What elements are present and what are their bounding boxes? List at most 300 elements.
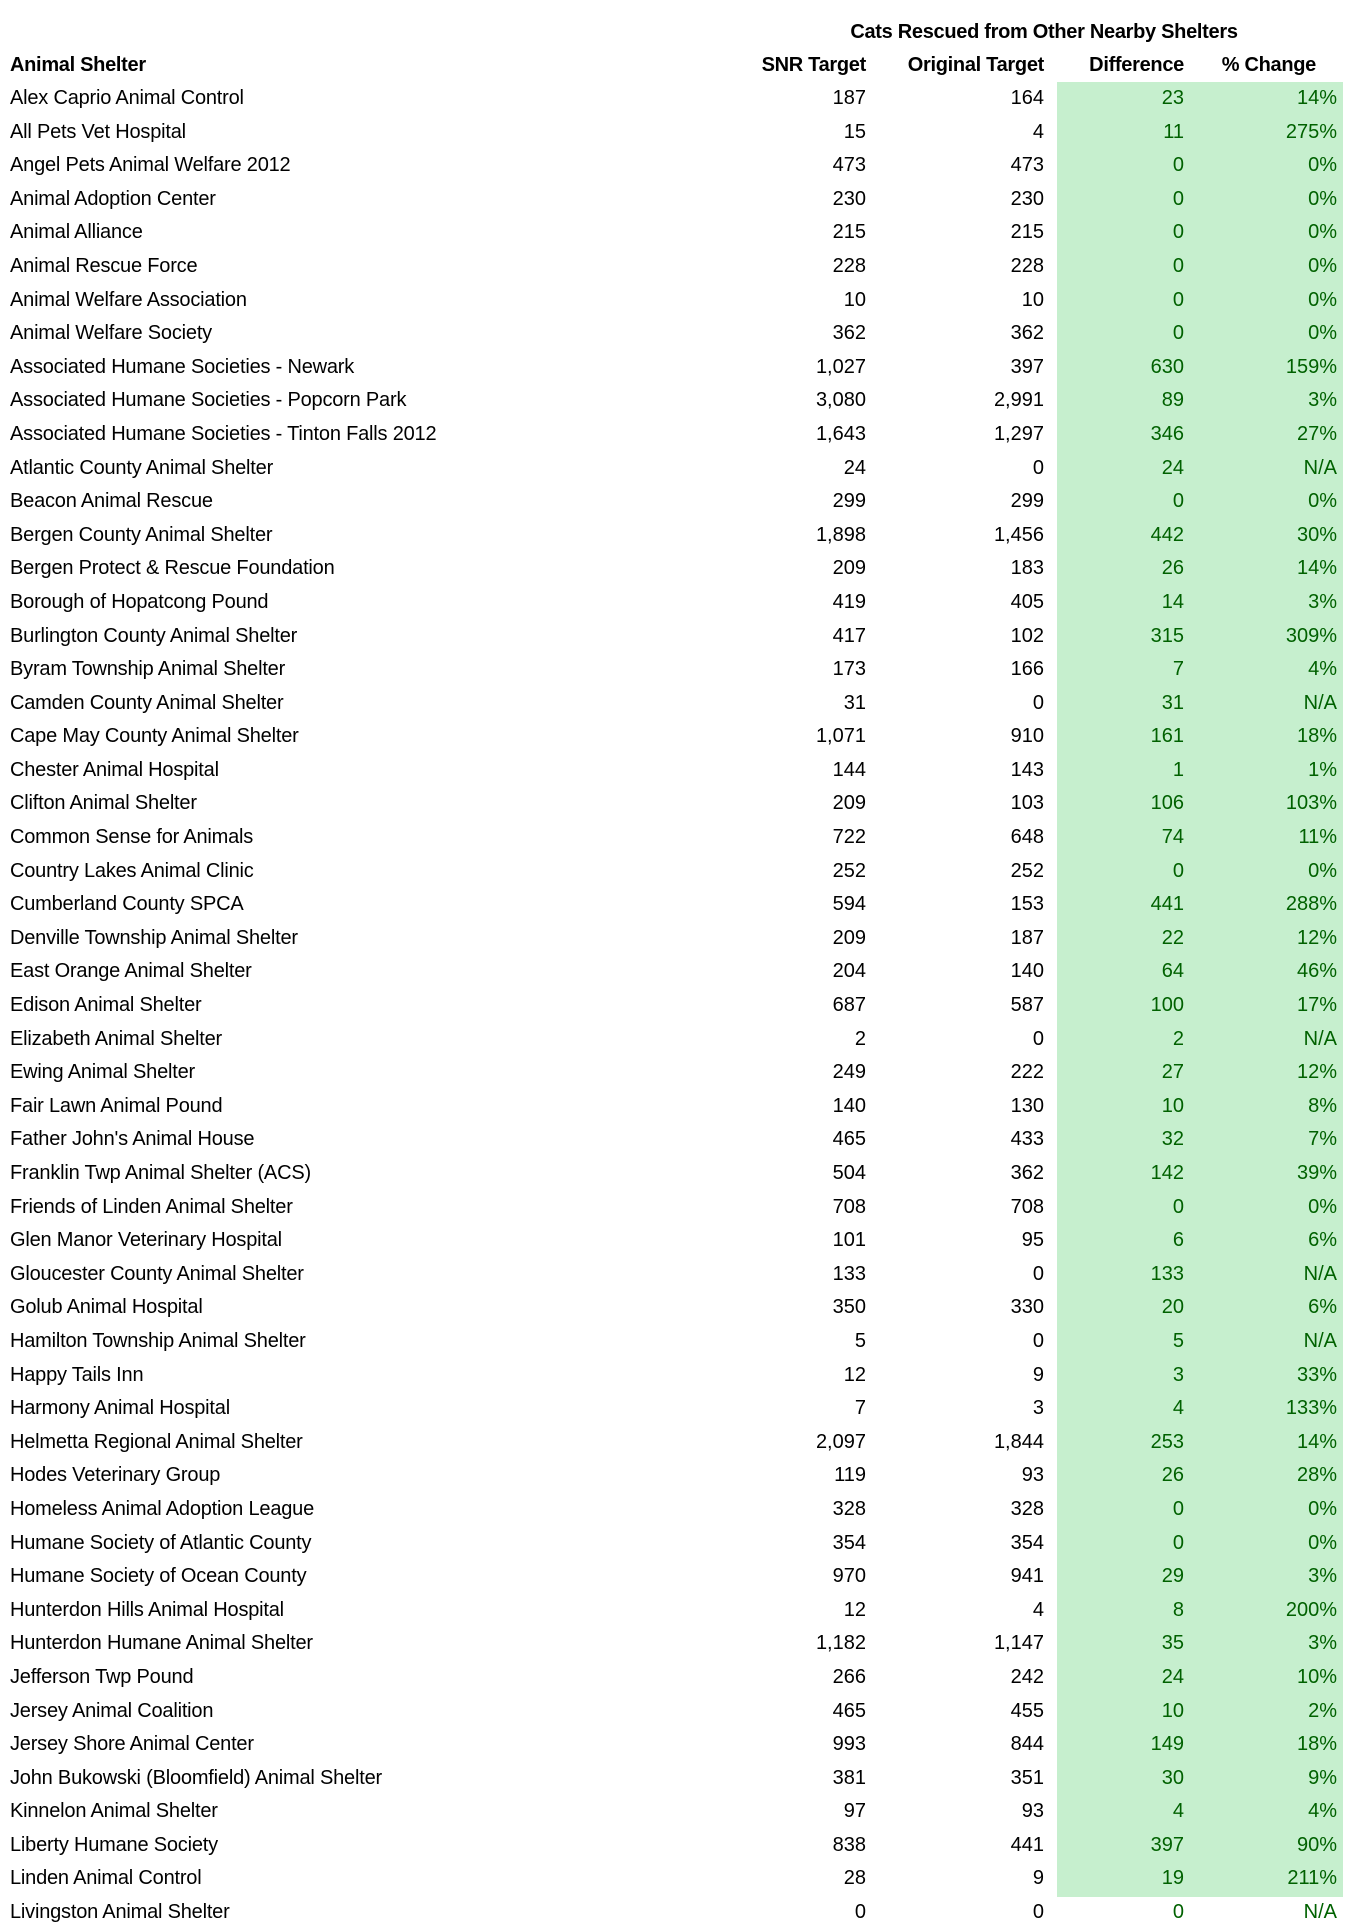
difference-cell: 4 bbox=[1172, 1397, 1184, 1420]
snr-target-cell: 15 bbox=[843, 120, 866, 143]
difference-cell: 0 bbox=[1172, 288, 1184, 311]
difference-cell: 0 bbox=[1172, 490, 1184, 513]
difference-cell: 106 bbox=[1150, 792, 1184, 815]
table-row bbox=[0, 552, 1359, 586]
snr-target-cell: 7 bbox=[854, 1397, 866, 1420]
percent-change-cell: 3% bbox=[1308, 1565, 1337, 1588]
percent-change-cell: N/A bbox=[1303, 1901, 1337, 1924]
percent-change-cell: 10% bbox=[1296, 1665, 1337, 1688]
original-target-cell: 354 bbox=[1010, 1531, 1044, 1554]
shelter-name-cell: Animal Alliance bbox=[10, 221, 143, 244]
difference-cell: 2 bbox=[1172, 1027, 1184, 1050]
snr-target-cell: 2,097 bbox=[815, 1430, 866, 1453]
percent-change-cell: 0% bbox=[1308, 490, 1337, 513]
table-row bbox=[0, 1359, 1359, 1393]
table-row bbox=[0, 519, 1359, 553]
original-target-cell: 299 bbox=[1010, 490, 1044, 513]
table-row bbox=[0, 1224, 1359, 1258]
shelter-name-cell: Homeless Animal Adoption League bbox=[10, 1497, 315, 1520]
shelter-name-cell: Livingston Animal Shelter bbox=[10, 1901, 230, 1924]
snr-target-cell: 354 bbox=[832, 1531, 866, 1554]
table-row bbox=[0, 1392, 1359, 1426]
percent-change-cell: 9% bbox=[1308, 1766, 1337, 1789]
table-row bbox=[0, 452, 1359, 486]
table-row bbox=[0, 116, 1359, 150]
table-row bbox=[0, 485, 1359, 519]
percent-change-cell: 133% bbox=[1285, 1397, 1337, 1420]
difference-cell: 0 bbox=[1172, 221, 1184, 244]
snr-target-cell: 970 bbox=[832, 1565, 866, 1588]
percent-change-cell: 0% bbox=[1308, 1497, 1337, 1520]
original-target-cell: 143 bbox=[1010, 758, 1044, 781]
percent-change-cell: N/A bbox=[1303, 1329, 1337, 1352]
table-row bbox=[0, 317, 1359, 351]
original-target-cell: 252 bbox=[1010, 859, 1044, 882]
difference-cell: 441 bbox=[1150, 893, 1184, 916]
difference-cell: 630 bbox=[1150, 355, 1184, 378]
snr-target-cell: 1,643 bbox=[815, 422, 866, 445]
shelter-name-cell: Country Lakes Animal Clinic bbox=[10, 859, 254, 882]
percent-change-cell: 18% bbox=[1296, 1733, 1337, 1756]
snr-target-cell: 299 bbox=[832, 490, 866, 513]
table-row bbox=[0, 1728, 1359, 1762]
original-target-cell: 397 bbox=[1010, 355, 1044, 378]
shelter-name-cell: Hodes Veterinary Group bbox=[10, 1464, 221, 1487]
shelter-name-cell: Associated Humane Societies - Newark bbox=[10, 355, 355, 378]
percent-change-cell: 2% bbox=[1308, 1699, 1337, 1722]
table-row bbox=[0, 687, 1359, 721]
difference-cell: 142 bbox=[1150, 1162, 1184, 1184]
percent-change-cell: 200% bbox=[1285, 1598, 1337, 1621]
snr-target-cell: 993 bbox=[832, 1733, 866, 1756]
difference-cell: 442 bbox=[1150, 523, 1184, 546]
shelter-name-cell: Gloucester County Animal Shelter bbox=[10, 1262, 304, 1285]
shelter-name-cell: All Pets Vet Hospital bbox=[10, 120, 186, 143]
shelter-name-cell: Bergen County Animal Shelter bbox=[10, 523, 273, 546]
shelter-name-cell: Associated Humane Societies - Tinton Falls 2012 bbox=[10, 422, 437, 445]
percent-change-cell: 103% bbox=[1285, 792, 1337, 815]
shelter-name-cell: Helmetta Regional Animal Shelter bbox=[10, 1430, 303, 1453]
shelter-name-cell: Common Sense for Animals bbox=[10, 826, 254, 849]
snr-target-cell: 230 bbox=[832, 187, 866, 210]
original-target-cell: 0 bbox=[1032, 1027, 1044, 1050]
table-row bbox=[0, 989, 1359, 1023]
original-target-cell: 1,297 bbox=[993, 422, 1044, 445]
table-row bbox=[0, 787, 1359, 821]
snr-target-cell: 1,071 bbox=[815, 725, 866, 748]
percent-change-cell: 14% bbox=[1296, 87, 1337, 109]
difference-cell: 20 bbox=[1161, 1296, 1184, 1319]
shelter-name-cell: Jefferson Twp Pound bbox=[10, 1665, 194, 1688]
shelter-name-cell: Hunterdon Humane Animal Shelter bbox=[10, 1632, 313, 1655]
original-target-cell: 330 bbox=[1010, 1296, 1044, 1319]
snr-target-cell: 5 bbox=[854, 1329, 866, 1352]
original-target-cell: 228 bbox=[1010, 254, 1044, 277]
percent-change-cell: 14% bbox=[1296, 1430, 1337, 1453]
snr-target-cell: 419 bbox=[832, 590, 866, 613]
percent-change-cell: 0% bbox=[1308, 187, 1337, 210]
difference-cell: 0 bbox=[1172, 1531, 1184, 1554]
snr-target-cell: 504 bbox=[832, 1162, 866, 1184]
snr-target-cell: 209 bbox=[832, 557, 866, 580]
shelter-name-cell: Harmony Animal Hospital bbox=[10, 1397, 230, 1420]
percent-change-cell: N/A bbox=[1303, 1262, 1337, 1285]
table-row bbox=[0, 1258, 1359, 1292]
snr-target-cell: 465 bbox=[832, 1128, 866, 1151]
table-row bbox=[0, 922, 1359, 956]
percent-change-cell: 30% bbox=[1296, 523, 1337, 546]
snr-target-cell: 252 bbox=[832, 859, 866, 882]
table-row bbox=[0, 384, 1359, 418]
snr-target-cell: 228 bbox=[832, 254, 866, 277]
original-target-cell: 230 bbox=[1010, 187, 1044, 210]
percent-change-cell: 39% bbox=[1296, 1162, 1337, 1184]
difference-cell: 24 bbox=[1161, 1665, 1184, 1688]
difference-cell: 0 bbox=[1172, 254, 1184, 277]
table-row bbox=[0, 1695, 1359, 1729]
difference-cell: 22 bbox=[1161, 926, 1184, 949]
difference-cell: 6 bbox=[1172, 1229, 1184, 1252]
table-row bbox=[0, 620, 1359, 654]
original-target-cell: 441 bbox=[1010, 1833, 1044, 1856]
shelter-name-cell: Burlington County Animal Shelter bbox=[10, 624, 298, 647]
percent-change-cell: 0% bbox=[1308, 221, 1337, 244]
original-target-cell: 587 bbox=[1010, 994, 1044, 1017]
shelter-name-cell: Angel Pets Animal Welfare 2012 bbox=[10, 154, 291, 177]
table-row bbox=[0, 351, 1359, 385]
original-target-cell: 9 bbox=[1032, 1363, 1044, 1386]
table-row bbox=[0, 216, 1359, 250]
snr-target-cell: 1,182 bbox=[815, 1632, 866, 1655]
table-row bbox=[0, 1560, 1359, 1594]
difference-cell: 30 bbox=[1161, 1766, 1184, 1789]
original-target-cell: 1,844 bbox=[993, 1430, 1044, 1453]
percent-change-cell: N/A bbox=[1303, 691, 1337, 714]
shelter-name-cell: East Orange Animal Shelter bbox=[10, 960, 252, 983]
table-row bbox=[0, 821, 1359, 855]
difference-cell: 89 bbox=[1161, 389, 1184, 412]
difference-cell: 149 bbox=[1150, 1733, 1184, 1756]
snr-target-cell: 328 bbox=[832, 1497, 866, 1520]
percent-change-cell: 3% bbox=[1308, 590, 1337, 613]
original-target-cell: 215 bbox=[1010, 221, 1044, 244]
original-target-cell: 4 bbox=[1032, 120, 1044, 143]
snr-target-cell: 465 bbox=[832, 1699, 866, 1722]
table-row bbox=[0, 1896, 1359, 1930]
snr-target-cell: 173 bbox=[832, 658, 866, 681]
original-target-cell: 93 bbox=[1021, 1800, 1044, 1823]
original-target-cell: 362 bbox=[1010, 322, 1044, 345]
original-target-cell: 0 bbox=[1032, 691, 1044, 714]
percent-change-cell: 288% bbox=[1285, 893, 1337, 916]
original-target-cell: 242 bbox=[1010, 1665, 1044, 1688]
snr-target-cell: 473 bbox=[832, 154, 866, 177]
original-target-cell: 362 bbox=[1010, 1162, 1044, 1184]
table-row bbox=[0, 888, 1359, 922]
table-row bbox=[0, 1426, 1359, 1460]
snr-target-cell: 133 bbox=[832, 1262, 866, 1285]
difference-cell: 7 bbox=[1172, 658, 1184, 681]
snr-target-cell: 204 bbox=[832, 960, 866, 983]
shelter-name-cell: Denville Township Animal Shelter bbox=[10, 926, 298, 949]
difference-cell: 64 bbox=[1161, 960, 1184, 983]
table-row bbox=[0, 586, 1359, 620]
percent-change-cell: 3% bbox=[1308, 1632, 1337, 1655]
difference-cell: 23 bbox=[1161, 87, 1184, 109]
table-row bbox=[0, 1493, 1359, 1527]
difference-cell: 32 bbox=[1161, 1128, 1184, 1151]
difference-cell: 0 bbox=[1172, 1195, 1184, 1218]
snr-target-cell: 1,898 bbox=[815, 523, 866, 546]
original-target-cell: 130 bbox=[1010, 1094, 1044, 1117]
snr-target-cell: 215 bbox=[832, 221, 866, 244]
difference-cell: 397 bbox=[1150, 1833, 1184, 1856]
original-target-cell: 103 bbox=[1010, 792, 1044, 815]
table-body bbox=[0, 82, 1359, 1930]
percent-change-cell: 0% bbox=[1308, 322, 1337, 345]
shelter-name-cell: Ewing Animal Shelter bbox=[10, 1061, 195, 1084]
shelter-name-cell: Animal Adoption Center bbox=[10, 187, 216, 210]
table-row bbox=[0, 855, 1359, 889]
original-target-cell: 10 bbox=[1021, 288, 1044, 311]
difference-cell: 24 bbox=[1161, 456, 1184, 479]
original-target-cell: 455 bbox=[1010, 1699, 1044, 1722]
difference-cell: 100 bbox=[1150, 994, 1184, 1017]
shelter-name-cell: Animal Welfare Association bbox=[10, 288, 247, 311]
original-target-cell: 648 bbox=[1010, 826, 1044, 849]
original-target-cell: 405 bbox=[1010, 590, 1044, 613]
shelter-name-cell: Friends of Linden Animal Shelter bbox=[10, 1195, 293, 1218]
percent-change-cell: 28% bbox=[1296, 1464, 1337, 1487]
difference-cell: 253 bbox=[1150, 1430, 1184, 1453]
snr-target-cell: 101 bbox=[832, 1229, 866, 1252]
shelter-name-cell: Camden County Animal Shelter bbox=[10, 691, 284, 714]
percent-change-cell: 18% bbox=[1296, 725, 1337, 748]
shelter-name-cell: Animal Rescue Force bbox=[10, 254, 198, 277]
shelter-name-cell: Animal Welfare Society bbox=[10, 322, 212, 345]
original-target-cell: 187 bbox=[1010, 926, 1044, 949]
original-target-cell: 222 bbox=[1010, 1061, 1044, 1084]
original-target-cell: 708 bbox=[1010, 1195, 1044, 1218]
snr-target-cell: 381 bbox=[832, 1766, 866, 1789]
table-row bbox=[0, 653, 1359, 687]
difference-cell: 346 bbox=[1150, 422, 1184, 445]
header-animal-shelter: Animal Shelter bbox=[10, 54, 146, 76]
snr-target-cell: 1,027 bbox=[815, 355, 866, 378]
percent-change-cell: 1% bbox=[1308, 758, 1337, 781]
percent-change-cell: 33% bbox=[1296, 1363, 1337, 1386]
original-target-cell: 0 bbox=[1032, 1262, 1044, 1285]
snr-target-cell: 266 bbox=[832, 1665, 866, 1688]
percent-change-cell: 0% bbox=[1308, 1531, 1337, 1554]
percent-change-cell: 11% bbox=[1298, 826, 1337, 849]
original-target-cell: 1,456 bbox=[993, 523, 1044, 546]
table-row bbox=[0, 1291, 1359, 1325]
difference-cell: 0 bbox=[1172, 154, 1184, 177]
shelter-name-cell: Happy Tails Inn bbox=[10, 1363, 144, 1386]
snr-target-cell: 209 bbox=[832, 926, 866, 949]
difference-cell: 10 bbox=[1161, 1094, 1184, 1117]
original-target-cell: 1,147 bbox=[993, 1632, 1044, 1655]
snr-target-cell: 10 bbox=[843, 288, 866, 311]
percent-change-cell: 0% bbox=[1308, 254, 1337, 277]
difference-cell: 5 bbox=[1172, 1329, 1184, 1352]
percent-change-cell: 0% bbox=[1308, 154, 1337, 177]
original-target-cell: 844 bbox=[1010, 1733, 1044, 1756]
table-row bbox=[0, 418, 1359, 452]
shelter-name-cell: Alex Caprio Animal Control bbox=[10, 87, 244, 109]
snr-target-cell: 594 bbox=[832, 893, 866, 916]
snr-target-cell: 838 bbox=[832, 1833, 866, 1856]
table-row bbox=[0, 1594, 1359, 1628]
original-target-cell: 9 bbox=[1032, 1867, 1044, 1890]
shelter-name-cell: Liberty Humane Society bbox=[10, 1833, 218, 1856]
snr-target-cell: 144 bbox=[832, 758, 866, 781]
percent-change-cell: 8% bbox=[1308, 1094, 1337, 1117]
table-row bbox=[0, 1627, 1359, 1661]
original-target-cell: 153 bbox=[1010, 893, 1044, 916]
table-row bbox=[0, 955, 1359, 989]
percent-change-cell: 0% bbox=[1308, 1195, 1337, 1218]
snr-target-cell: 97 bbox=[843, 1800, 866, 1823]
difference-cell: 133 bbox=[1150, 1262, 1184, 1285]
shelter-name-cell: Glen Manor Veterinary Hospital bbox=[10, 1229, 282, 1252]
table-row bbox=[0, 183, 1359, 217]
shelter-name-cell: Cape May County Animal Shelter bbox=[10, 725, 299, 748]
percent-change-cell: 3% bbox=[1308, 389, 1337, 412]
shelter-name-cell: Hunterdon Hills Animal Hospital bbox=[10, 1598, 284, 1621]
original-target-cell: 0 bbox=[1032, 456, 1044, 479]
table-row bbox=[0, 1191, 1359, 1225]
percent-change-cell: 6% bbox=[1308, 1296, 1337, 1319]
shelter-name-cell: Cumberland County SPCA bbox=[10, 893, 244, 916]
shelter-name-cell: Hamilton Township Animal Shelter bbox=[10, 1329, 306, 1352]
shelter-name-cell: Elizabeth Animal Shelter bbox=[10, 1027, 222, 1050]
difference-cell: 27 bbox=[1161, 1061, 1184, 1084]
snr-target-cell: 3,080 bbox=[815, 389, 866, 412]
difference-cell: 11 bbox=[1163, 120, 1184, 143]
table-row bbox=[0, 1762, 1359, 1796]
snr-target-cell: 187 bbox=[832, 87, 866, 109]
percent-change-cell: 309% bbox=[1285, 624, 1337, 647]
shelter-name-cell: Linden Animal Control bbox=[10, 1867, 202, 1890]
percent-change-cell: 0% bbox=[1308, 859, 1337, 882]
shelter-name-cell: Clifton Animal Shelter bbox=[10, 792, 197, 815]
original-target-cell: 433 bbox=[1010, 1128, 1044, 1151]
table-row bbox=[0, 1023, 1359, 1057]
difference-cell: 8 bbox=[1172, 1598, 1184, 1621]
difference-cell: 315 bbox=[1150, 624, 1184, 647]
difference-cell: 0 bbox=[1172, 187, 1184, 210]
snr-target-cell: 249 bbox=[832, 1061, 866, 1084]
snr-target-cell: 140 bbox=[832, 1094, 866, 1117]
percent-change-cell: 46% bbox=[1296, 960, 1337, 983]
shelter-name-cell: Fair Lawn Animal Pound bbox=[10, 1094, 223, 1117]
table-row bbox=[0, 1527, 1359, 1561]
difference-cell: 29 bbox=[1161, 1565, 1184, 1588]
original-target-cell: 102 bbox=[1010, 624, 1044, 647]
percent-change-cell: 12% bbox=[1296, 926, 1337, 949]
original-target-cell: 0 bbox=[1032, 1901, 1044, 1924]
shelter-name-cell: Kinnelon Animal Shelter bbox=[10, 1800, 218, 1823]
original-target-cell: 166 bbox=[1010, 658, 1044, 681]
difference-cell: 26 bbox=[1161, 557, 1184, 580]
table-group-title: Cats Rescued from Other Nearby Shelters bbox=[850, 21, 1238, 43]
difference-cell: 0 bbox=[1172, 859, 1184, 882]
percent-change-cell: 275% bbox=[1285, 120, 1337, 143]
snr-target-cell: 687 bbox=[832, 994, 866, 1017]
table-row bbox=[0, 1056, 1359, 1090]
table-row bbox=[0, 1157, 1359, 1191]
original-target-cell: 0 bbox=[1032, 1329, 1044, 1352]
difference-cell: 26 bbox=[1161, 1464, 1184, 1487]
table-row bbox=[0, 149, 1359, 183]
percent-change-cell: 4% bbox=[1308, 1800, 1337, 1823]
difference-cell: 31 bbox=[1161, 691, 1184, 714]
difference-cell: 0 bbox=[1172, 1497, 1184, 1520]
header-percent-change: % Change bbox=[1221, 54, 1316, 76]
original-target-cell: 3 bbox=[1032, 1397, 1044, 1420]
shelter-name-cell: Franklin Twp Animal Shelter (ACS) bbox=[10, 1162, 311, 1184]
difference-cell: 35 bbox=[1161, 1632, 1184, 1655]
snr-target-cell: 209 bbox=[832, 792, 866, 815]
table-row bbox=[0, 284, 1359, 318]
shelter-name-cell: Chester Animal Hospital bbox=[10, 758, 219, 781]
shelter-name-cell: Humane Society of Atlantic County bbox=[10, 1531, 312, 1554]
table-row bbox=[0, 1661, 1359, 1695]
percent-change-cell: 211% bbox=[1287, 1867, 1337, 1890]
difference-cell: 14 bbox=[1161, 590, 1184, 613]
snr-target-cell: 24 bbox=[843, 456, 866, 479]
snr-target-cell: 350 bbox=[832, 1296, 866, 1319]
shelter-name-cell: Jersey Shore Animal Center bbox=[10, 1733, 254, 1756]
percent-change-cell: 7% bbox=[1308, 1128, 1337, 1151]
shelter-name-cell: Associated Humane Societies - Popcorn Park bbox=[10, 389, 407, 412]
percent-change-cell: 6% bbox=[1308, 1229, 1337, 1252]
shelter-name-cell: Humane Society of Ocean County bbox=[10, 1565, 307, 1588]
original-target-cell: 183 bbox=[1010, 557, 1044, 580]
original-target-cell: 351 bbox=[1010, 1766, 1044, 1789]
percent-change-cell: N/A bbox=[1303, 1027, 1337, 1050]
shelter-name-cell: Father John's Animal House bbox=[10, 1128, 255, 1151]
table-row bbox=[0, 1123, 1359, 1157]
original-target-cell: 2,991 bbox=[993, 389, 1044, 412]
table-row bbox=[0, 1325, 1359, 1359]
shelter-name-cell: Jersey Animal Coalition bbox=[10, 1699, 214, 1722]
shelter-name-cell: Golub Animal Hospital bbox=[10, 1296, 203, 1319]
percent-change-cell: 12% bbox=[1296, 1061, 1337, 1084]
original-target-cell: 93 bbox=[1021, 1464, 1044, 1487]
difference-cell: 74 bbox=[1161, 826, 1184, 849]
percent-change-cell: 4% bbox=[1308, 658, 1337, 681]
original-target-cell: 941 bbox=[1010, 1565, 1044, 1588]
percent-change-cell: 14% bbox=[1296, 557, 1337, 580]
difference-cell: 1 bbox=[1172, 758, 1184, 781]
snr-target-cell: 708 bbox=[832, 1195, 866, 1218]
difference-cell: 19 bbox=[1161, 1867, 1184, 1890]
original-target-cell: 473 bbox=[1010, 154, 1044, 177]
table-row bbox=[0, 720, 1359, 754]
snr-target-cell: 362 bbox=[832, 322, 866, 345]
percent-change-cell: 27% bbox=[1296, 422, 1337, 445]
percent-change-cell: 17% bbox=[1296, 994, 1337, 1017]
table-row bbox=[0, 1090, 1359, 1124]
snr-target-cell: 417 bbox=[832, 624, 866, 647]
snr-target-cell: 12 bbox=[843, 1598, 866, 1621]
difference-cell: 161 bbox=[1150, 725, 1184, 748]
original-target-cell: 4 bbox=[1032, 1598, 1044, 1621]
shelter-name-cell: Byram Township Animal Shelter bbox=[10, 658, 286, 681]
